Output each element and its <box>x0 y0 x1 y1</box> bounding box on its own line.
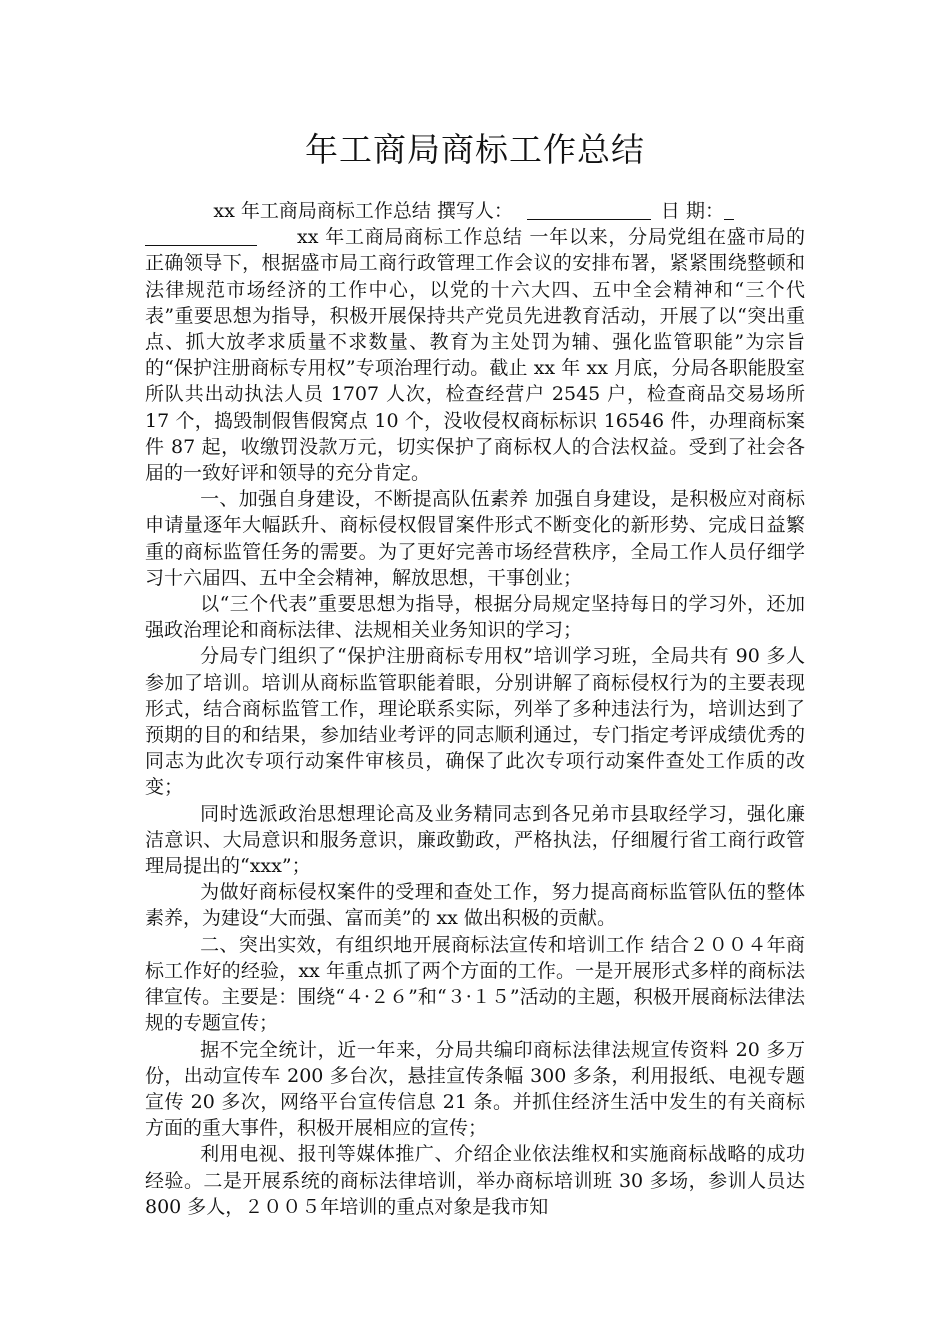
paragraph-3: 分局专门组织了“保护注册商标专用权”培训学习班，全局共有 90 多人参加了培训。培训从商标监管职能着眼，分别讲解了商标侵权行为的主要表现形式，结合商标监管工作，理论联系实际，列举了多种违法行为，培训达到了预期的目的和结果，参加结业考评的同志顺利通过，专门指定考评成绩优秀的同志为此次专项行动案件审核员，确保了此次专项行动案件查处工作质的改变； <box>145 645 805 799</box>
paragraph-2: 以“三个代表”重要思想为指导，根据分局规定坚持每日的学习外，还加强政治理论和商标法律、法规相关业务知识的学习； <box>145 593 805 642</box>
document-title: 年工商局商标工作总结 <box>305 130 645 169</box>
paragraph-8: 利用电视、报刊等媒体推广、介绍企业依法维权和实施商标战略的成功经验。二是开展系统的商标法律培训，举办商标培训班 30 多场，参训人员达 800 多人，２００５年培训的重点对象是我市知 <box>145 1143 805 1218</box>
date-label: 日 期： <box>660 200 724 222</box>
date-blank <box>724 201 734 220</box>
paragraph-7: 据不完全统计，近一年来，分局共编印商标法律法规宣传资料 20 多万份，出动宣传车 200 多台次，悬挂宣传条幅 300 多条，利用报纸、电视专题宣传 20 多次，网络平台宣传信息 21 条。并抓住经济生活中发生的有关商标方面的重大事件，积极开展相应的宣传； <box>145 1038 805 1140</box>
paragraph-6: 二、突出实效，有组织地开展商标法宣传和培训工作 结合２００４年商标工作好的经验，xx 年重点抓了两个方面的工作。一是开展形式多样的商标法律宣传。主要是：围绕“４·２６”和“３·１５”活动的主题，积极开展商标法律法规的专题宣传； <box>145 933 805 1035</box>
author-blank <box>527 201 651 220</box>
paragraph-4: 同时选派政治思想理论高及业务精同志到各兄弟市县取经学习，强化廉洁意识、大局意识和服务意识，廉政勤政，严格执法，仔细履行省工商行政管理局提出的“xxx”； <box>145 802 805 878</box>
header-paragraph <box>145 198 805 486</box>
document-body <box>145 198 805 1220</box>
paragraph-1: 一、加强自身建设，不断提高队伍素养 加强自身建设，是积极应对商标申请量逐年大幅跃升、商标侵权假冒案件形式不断变化的新形势、完成日益繁重的商标监管任务的需要。为了更好完善市场经营秩序，全局工作人员仔细学习十六届四、五中全会精神，解放思想，干事创业； <box>145 488 805 589</box>
header-intro: xx 年工商局商标工作总结 撰写人： <box>213 200 513 222</box>
paragraph-5: 为做好商标侵权案件的受理和查处工作，努力提高商标监管队伍的整体素养，为建设“大而强、富而美”的 xx 做出积极的贡献。 <box>145 881 805 930</box>
opening-text: xx 年工商局商标工作总结 一年以来，分局党组在盛市局的正确领导下，根据盛市局工商行政管理工作会议的安排布署，紧紧围绕整顿和法律规范市场经济的工作中心，以党的十六大四、五中全会精神和“三个代表”重要思想为指导，积极开展保持共产党员先进教育活动，开展了以“突出重点、抓大放孝求质量不求数量、教育为主处罚为辅、强化监管职能”为宗旨的“保护注册商标专用权”专项治理行动。截止 xx 年 xx 月底，分局各职能股室所队共出动执法人员 1707 人次，检查经营户 2545 户，检查商品交易场所 17 个，捣毁制假售假窝点 10 个，没收侵权商标标识 16546 件，办理商标案件 87 起，收缴罚没款万元，切实保护了商标权人的合法权益。受到了社会各届的一致好评和领导的充分肯定。 <box>145 226 805 485</box>
date-blank-continued <box>145 227 257 246</box>
